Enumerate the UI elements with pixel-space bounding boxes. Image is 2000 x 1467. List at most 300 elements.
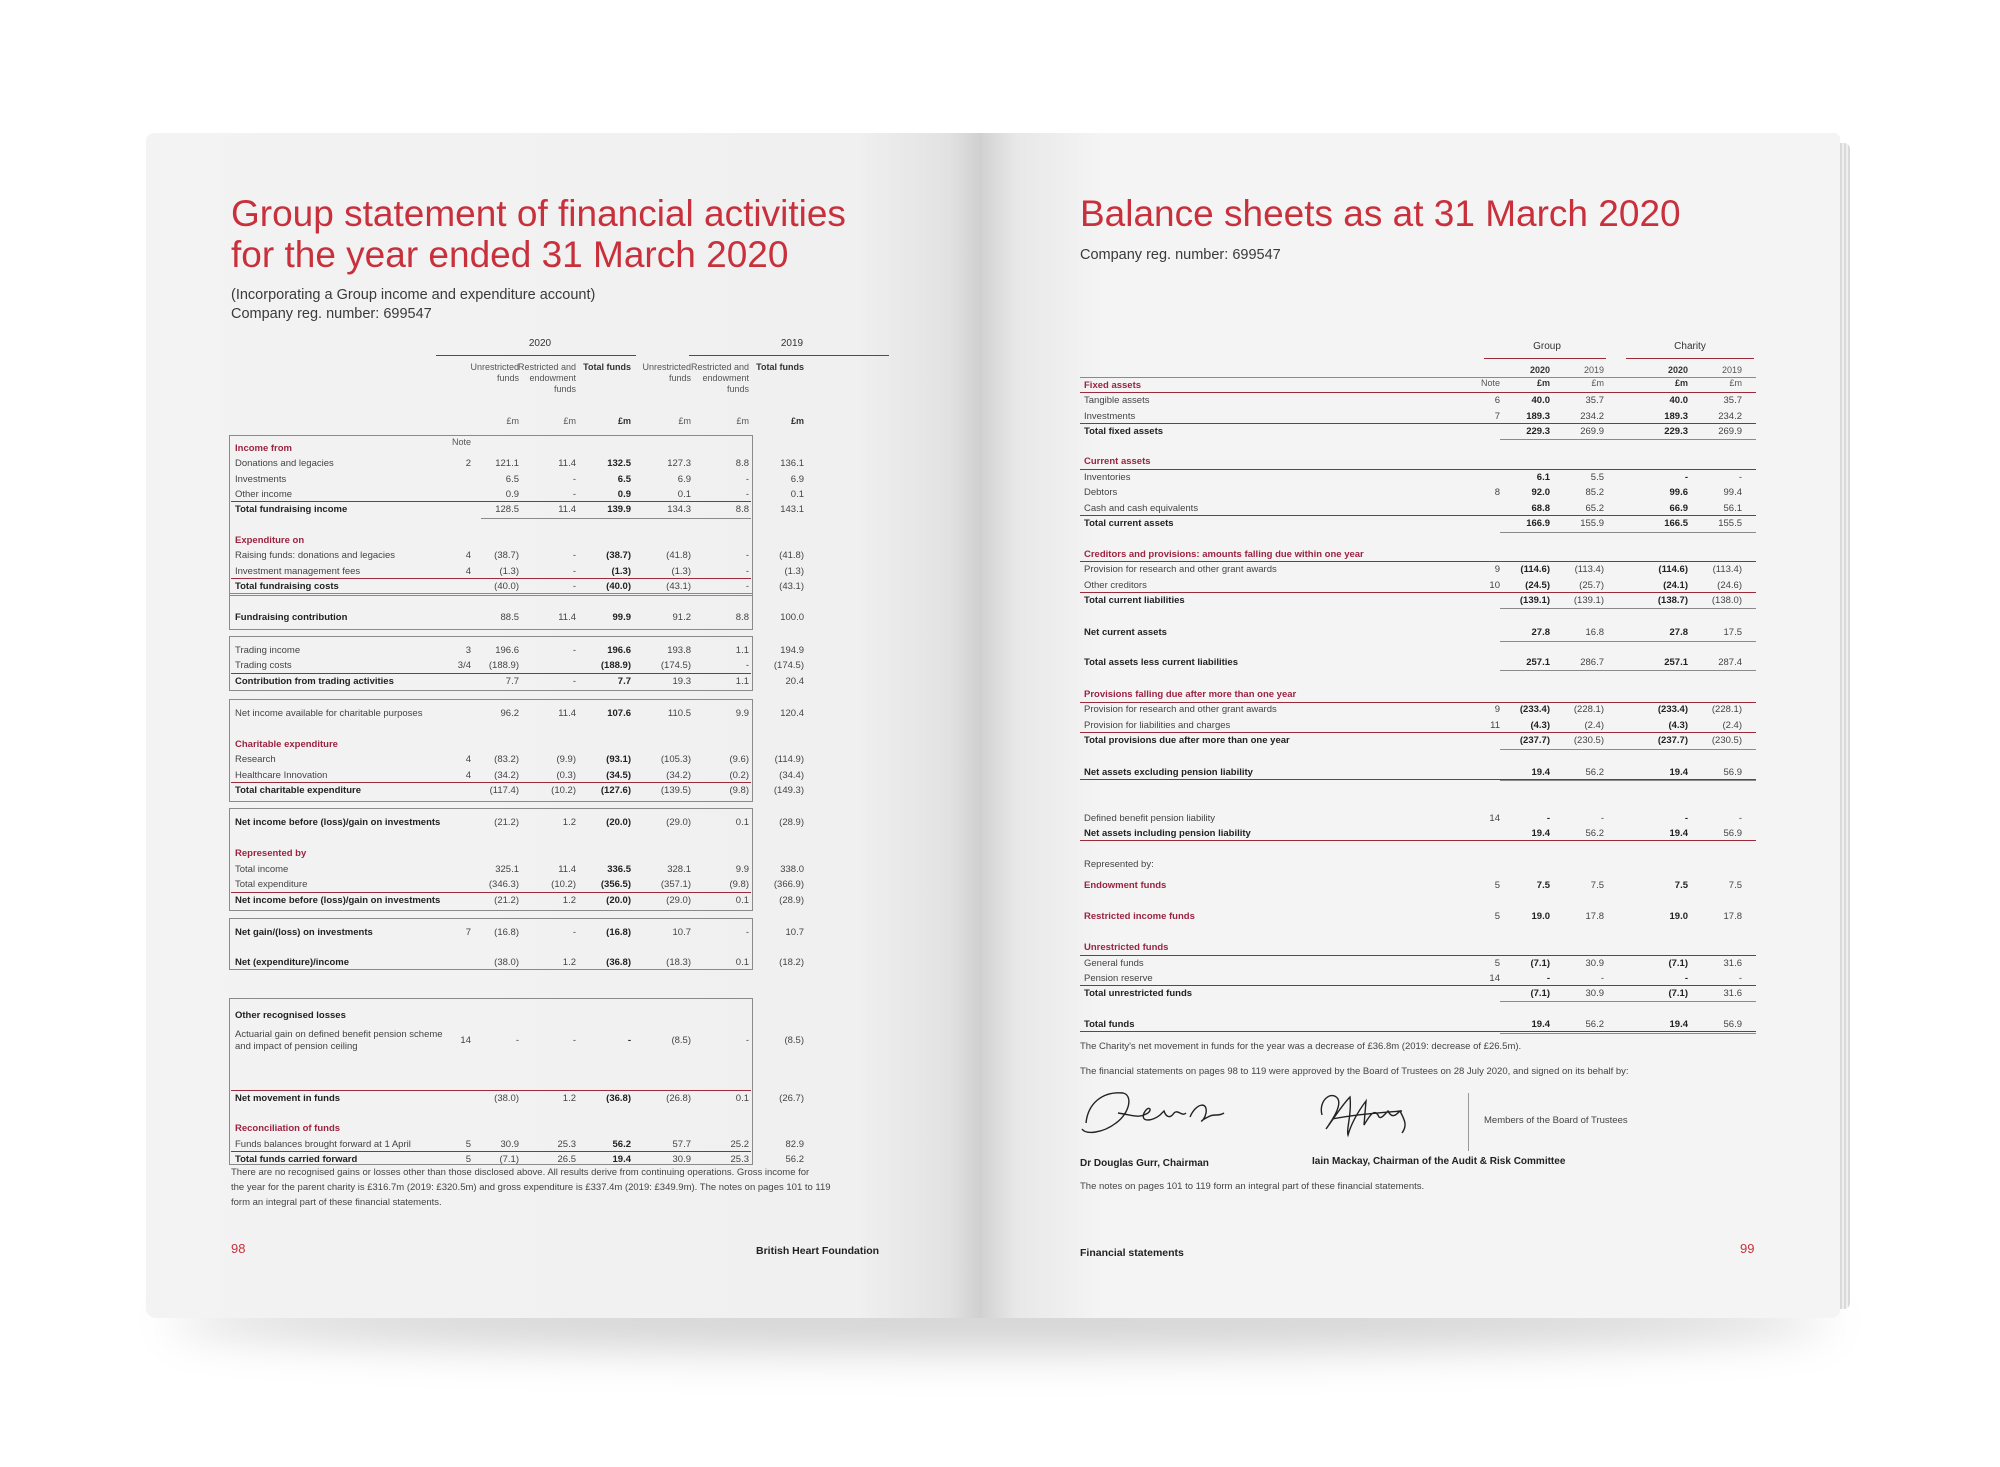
balance-row [1080,393,1756,408]
row-value: 11.4 [558,504,576,515]
row-value: 9.9 [735,708,749,719]
balance-row [1080,857,1756,872]
row-value: 110.5 [667,708,691,719]
row-value: (34.2) [494,770,519,781]
row-value: 40.0 [1531,395,1550,406]
page-number-99: 99 [1740,1241,1755,1256]
row-label: Reconciliation of funds [235,1123,341,1134]
row-value: (41.8) [779,550,804,561]
row-value: 0.1 [735,895,749,906]
row-value: 82.9 [785,1139,804,1150]
year-column-header-4: 2019 [1721,365,1742,375]
row-value: 7.5 [1728,880,1742,891]
page-98 [146,133,982,1318]
row-value: 30.9 [1585,958,1604,969]
row-value: 121.1 [495,458,519,469]
row-value: 19.4 [612,1154,631,1165]
balance-row [1080,562,1756,577]
row-label: Funds balances brought forward at 1 April [235,1139,411,1150]
row-label: Provision for research and other grant awards [1084,564,1277,575]
row-value: (24.5) [1525,580,1550,591]
row-note: 6 [1494,395,1500,406]
row-value: 25.3 [557,1139,576,1150]
row-value: 31.6 [1723,958,1742,969]
row-value: 6.5 [505,474,519,485]
row-note: 4 [465,566,471,577]
row-value: 30.9 [1585,988,1604,999]
row-value: 8.8 [735,504,749,515]
row-value: (233.4) [1519,704,1550,715]
row-value: 19.4 [1669,1019,1688,1030]
row-note: 4 [465,550,471,561]
row-value: - [572,489,576,500]
row-value: 234.2 [1580,411,1604,422]
row-value: 287.4 [1718,657,1742,668]
row-value: 31.6 [1723,988,1742,999]
section-rule [1080,392,1756,393]
row-label: Research [235,754,276,765]
signature-douglas-gurr [1078,1083,1248,1143]
total-underline [1500,641,1756,642]
row-value: (1.3) [671,566,691,577]
row-value: 85.2 [1585,487,1604,498]
row-value: (138.0) [1711,595,1742,606]
row-value: 56.2 [785,1154,804,1165]
subtotal-rule [231,892,751,893]
row-value: 193.8 [667,645,691,656]
row-value: (36.8) [606,1093,631,1104]
row-value: (20.0) [606,895,631,906]
row-label: Net assets including pension liability [1084,828,1251,839]
row-value: (36.8) [606,957,631,968]
row-value: 7.7 [505,676,519,687]
column-unit-1: £m [506,416,519,426]
column-unit-3: £m [617,416,631,426]
row-value: (40.0) [606,581,631,592]
row-value: (34.2) [666,770,691,781]
row-value: 127.3 [667,458,691,469]
row-value: (117.4) [489,785,519,796]
signature-iain-mackay [1312,1085,1422,1145]
column-unit-6: £m [790,416,804,426]
row-value: 27.8 [1531,627,1550,638]
row-label: Total funds carried forward [235,1154,358,1165]
row-label: Provision for research and other grant awards [1084,704,1277,715]
row-value: - [627,1035,631,1046]
row-label: Healthcare Innovation [235,770,328,781]
row-value: - [1738,973,1742,984]
row-value: 56.9 [1723,828,1742,839]
row-value: (2.4) [1584,720,1604,731]
row-label: Provision for liabilities and charges [1084,720,1231,731]
row-label: Trading costs [235,660,292,671]
page-number-98: 98 [231,1241,246,1256]
row-note: 5 [465,1154,471,1165]
row-value: 99.4 [1723,487,1742,498]
row-value: 196.6 [607,645,631,656]
notes-integral-note: The notes on pages 101 to 119 form an integral part of these financial statements. [1080,1181,1425,1192]
row-label: Total expenditure [235,879,308,890]
row-label: Total fundraising income [235,504,348,515]
row-value: (139.1) [1519,595,1550,606]
note-column-header: Note [451,437,471,447]
balance-row [1080,625,1756,640]
row-value: (8.5) [784,1035,804,1046]
row-label: Represented by: [1084,859,1154,870]
row-value: - [572,474,576,485]
row-value: 40.0 [1669,395,1688,406]
row-note: 5 [1494,911,1500,922]
row-value: (230.5) [1573,735,1604,746]
row-note: 4 [465,770,471,781]
row-value: (127.6) [600,785,631,796]
row-value: (9.8) [729,785,749,796]
net-movement-note: The Charity's net movement in funds for the year was a decrease of £36.8m (2019: decrease of £26.5m). [1080,1041,1522,1052]
row-value: 19.3 [672,676,691,687]
row-value: 35.7 [1723,395,1742,406]
row-label: Total current assets [1084,518,1174,529]
row-label: Investments [1084,411,1136,422]
row-label: Income from [235,443,293,454]
page-title-line2: for the year ended 31 March 2020 [231,234,789,275]
year-column-unit-3: £m [1674,378,1688,388]
signer-iain-mackay: Iain Mackay, Chairman of the Audit & Risk Committee [1312,1156,1566,1167]
row-value: (16.8) [606,927,631,938]
row-value: 107.6 [607,708,631,719]
row-value: 8.8 [735,612,749,623]
row-value: - [745,1035,749,1046]
subtotal-rule [231,782,751,783]
year-column-unit-4: £m [1729,378,1742,388]
row-value: 0.1 [677,489,691,500]
row-value: (9.9) [556,754,576,765]
row-value: - [572,1035,576,1046]
row-value: (34.5) [606,770,631,781]
total-underline [1500,749,1756,750]
balance-row [1080,826,1756,841]
row-value: 336.5 [607,864,631,875]
row-value: 6.9 [790,474,804,485]
running-title-financial-statements: Financial statements [1080,1247,1184,1259]
column-unit-2: £m [563,416,576,426]
row-label: Other creditors [1084,580,1147,591]
group-rule [1484,358,1606,359]
row-label: Endowment funds [1084,880,1167,891]
row-value: 257.1 [1664,657,1688,668]
row-value: (346.3) [488,879,519,890]
row-value: 92.0 [1531,487,1550,498]
row-value: - [745,660,749,671]
row-value: (357.1) [660,879,691,890]
row-label: Represented by [235,848,307,859]
row-label: Other income [235,489,293,500]
row-value: 0.9 [505,489,519,500]
row-value: 19.0 [1669,911,1688,922]
row-value: (29.0) [666,817,691,828]
row-value: (237.7) [1519,735,1550,746]
section-rule [1080,469,1756,470]
row-value: (24.6) [1717,580,1742,591]
row-label: Contribution from trading activities [235,676,394,687]
row-value: - [572,566,576,577]
year-2019-rule [689,355,889,356]
row-value: (138.7) [1657,595,1688,606]
row-value: 1.2 [562,817,576,828]
row-label: Fundraising contribution [235,612,348,623]
row-value: 7.5 [1536,880,1550,891]
balance-row [1080,878,1756,893]
row-value: 66.9 [1669,503,1688,514]
balance-row [1080,424,1756,439]
balance-row [1080,593,1756,608]
year-2020-rule [436,355,636,356]
row-value: - [572,645,576,656]
column-unit-5: £m [736,416,749,426]
row-value: (105.3) [660,754,691,765]
subtotal-rule [231,578,751,579]
row-value: 19.4 [1531,828,1550,839]
row-value: (29.0) [666,895,691,906]
row-label: Total unrestricted funds [1084,988,1193,999]
row-note: 14 [460,1035,471,1046]
row-label: Net income available for charitable purposes [235,708,423,719]
row-label: Debtors [1084,487,1118,498]
balance-subtitle-company-reg: Company reg. number: 699547 [1080,247,1281,263]
row-value: (114.9) [774,754,804,765]
row-value: (4.3) [1668,720,1688,731]
row-value: 189.3 [1526,411,1550,422]
row-value: (230.5) [1711,735,1742,746]
balance-row [1080,516,1756,531]
row-value: 196.6 [495,645,519,656]
balance-row [1080,454,1756,469]
row-value: - [1738,472,1742,483]
row-value: 68.8 [1531,503,1550,514]
row-value: 269.9 [1580,426,1604,437]
row-value: 5.5 [1590,472,1604,483]
row-label: Investment management fees [235,566,361,577]
row-value: 1.2 [562,895,576,906]
row-value: - [1546,813,1550,824]
row-value: (7.1) [1530,988,1550,999]
row-value: (366.9) [773,879,804,890]
row-value: (0.2) [729,770,749,781]
balance-row [1080,956,1756,971]
row-value: 57.7 [672,1139,691,1150]
balance-row [1080,578,1756,593]
row-value: (25.7) [1579,580,1604,591]
row-note: 11 [1490,720,1500,731]
row-note: 5 [1494,880,1500,891]
row-value: 56.9 [1723,767,1742,778]
year-column-header-3: 2020 [1667,365,1688,375]
row-label: Total current liabilities [1084,595,1185,606]
row-value: 19.4 [1531,1019,1550,1030]
row-value: (28.9) [779,817,804,828]
row-label: Investments [235,474,287,485]
section-box [229,918,753,970]
row-label: Restricted income funds [1084,911,1195,922]
row-value: 132.5 [607,458,631,469]
row-value: (38.7) [606,550,631,561]
row-value: 27.8 [1669,627,1688,638]
row-value: (38.0) [494,957,519,968]
section-box [229,699,753,802]
row-label: Trading income [235,645,301,656]
row-value: (1.3) [611,566,631,577]
row-value: (114.6) [1520,564,1550,575]
row-value: (7.1) [1530,958,1550,969]
row-value: 128.5 [495,504,519,515]
total-underline [1500,670,1756,671]
row-value: (10.2) [551,879,576,890]
row-value: 17.8 [1585,911,1604,922]
row-label: Actuarial gain on defined benefit pension scheme [235,1029,443,1040]
row-value: (43.1) [666,581,691,592]
row-label: Net assets excluding pension liability [1084,767,1253,778]
row-value: - [745,581,749,592]
row-value: (113.4) [1712,564,1742,575]
subtitle-company-reg: Company reg. number: 699547 [231,306,432,322]
row-value: - [1738,813,1742,824]
row-label: Net movement in funds [235,1093,341,1104]
row-value: 19.4 [1669,828,1688,839]
balance-row [1080,909,1756,924]
row-value: 56.2 [1585,767,1604,778]
row-label: Unrestricted funds [1084,942,1169,953]
row-note: 8 [1494,487,1500,498]
row-label: Inventories [1084,472,1131,483]
signer-douglas-gurr: Dr Douglas Gurr, Chairman [1080,1158,1209,1169]
total-underline [1500,439,1756,440]
row-value: - [1546,973,1550,984]
section-box [229,998,753,1165]
row-value: 1.2 [562,1093,576,1104]
charity-header: Charity [1674,341,1706,352]
row-label: Tangible assets [1084,395,1150,406]
row-value: 0.1 [735,1093,749,1104]
row-value: 286.7 [1580,657,1604,668]
note-column-header: Note [1480,378,1500,388]
page-99 [982,133,1840,1318]
year-2020-header: 2020 [528,338,552,349]
row-value: 328.1 [667,864,691,875]
row-value: - [572,550,576,561]
section-rule [1080,515,1756,516]
row-value: 35.7 [1585,395,1604,406]
row-value: 56.2 [1585,1019,1604,1030]
row-value: 136.1 [780,458,804,469]
row-value: (9.6) [729,754,749,765]
row-label: Net (expenditure)/income [235,957,350,968]
row-value: - [1684,973,1688,984]
row-value: - [572,581,576,592]
section-rule [1080,561,1756,562]
row-note: 10 [1489,580,1500,591]
row-note: 9 [1494,564,1500,575]
row-label: Total charitable expenditure [235,785,361,796]
column-header-1: Unrestricted funds [470,362,519,383]
row-label: Total fundraising costs [235,581,339,592]
row-value: (83.2) [494,754,519,765]
row-value: 10.7 [785,927,804,938]
row-value: (113.4) [1574,564,1604,575]
balance-row [1080,1017,1756,1032]
row-value: 30.9 [672,1154,691,1165]
row-value: 6.9 [677,474,691,485]
total-underline [1500,780,1756,781]
row-value: 7.7 [617,676,631,687]
top-table-rule [1080,377,1756,378]
row-value: 19.4 [1669,767,1688,778]
subtotal-rule [231,501,751,502]
row-value: 56.9 [1723,1019,1742,1030]
row-value: (24.1) [1663,580,1688,591]
row-value: 6.1 [1536,472,1550,483]
row-label: Cash and cash equivalents [1084,503,1199,514]
row-label-continued: and impact of pension ceiling [235,1041,358,1052]
row-value: 17.8 [1723,911,1742,922]
row-value: (139.1) [1573,595,1604,606]
row-value: (10.2) [551,785,576,796]
footnote-line2: the year for the parent charity is £316.7m (2019: £320.5m) and gross expenditure is £337.4m (2019: £349.9m). The notes on pages 101 to 119 [231,1182,831,1193]
balance-row [1080,971,1756,986]
row-value: 0.1 [790,489,804,500]
row-value: 56.1 [1723,503,1742,514]
row-label: Total income [235,864,289,875]
column-header-6: Total funds [756,362,804,372]
row-value: - [1684,472,1688,483]
row-label: Current assets [1084,456,1151,467]
row-value: 166.9 [1526,518,1550,529]
row-label: Expenditure on [235,535,305,546]
row-value: 26.5 [557,1154,576,1165]
footnote-line1: There are no recognised gains or losses other than those disclosed above. All results derive from continuing operations. Gross income for [231,1167,810,1178]
row-label: Fixed assets [1084,380,1142,391]
row-value: (7.1) [1668,988,1688,999]
balance-row [1080,485,1756,500]
row-value: (188.9) [488,660,519,671]
row-value: 56.2 [1585,828,1604,839]
row-value: 139.9 [607,504,631,515]
row-value: - [745,566,749,577]
year-column-unit-1: £m [1536,378,1550,388]
row-value: 11.4 [558,864,576,875]
row-label: General funds [1084,958,1144,969]
row-value: 25.3 [730,1154,749,1165]
row-label: Total funds [1084,1019,1135,1030]
balance-row [1080,986,1756,1001]
row-value: - [745,489,749,500]
row-value: (40.0) [494,581,519,592]
row-value: 6.5 [617,474,631,485]
row-value: 9.9 [735,864,749,875]
row-value: (2.4) [1722,720,1742,731]
row-value: 120.4 [780,708,804,719]
approval-note: The financial statements on pages 98 to 119 were approved by the Board of Trustees on 28 July 2020, and signed on its behalf by: [1080,1066,1629,1077]
balance-row [1080,547,1756,562]
row-label: Total assets less current liabilities [1084,657,1238,668]
total-underline [1500,532,1756,533]
row-label: Raising funds: donations and legacies [235,550,396,561]
section-rule [1080,423,1756,424]
row-value: - [745,474,749,485]
row-label: Net income before (loss)/gain on investments [235,817,441,828]
row-value: 19.0 [1531,911,1550,922]
row-value: (7.1) [499,1154,519,1165]
total-underline [481,518,751,519]
row-value: (1.3) [499,566,519,577]
